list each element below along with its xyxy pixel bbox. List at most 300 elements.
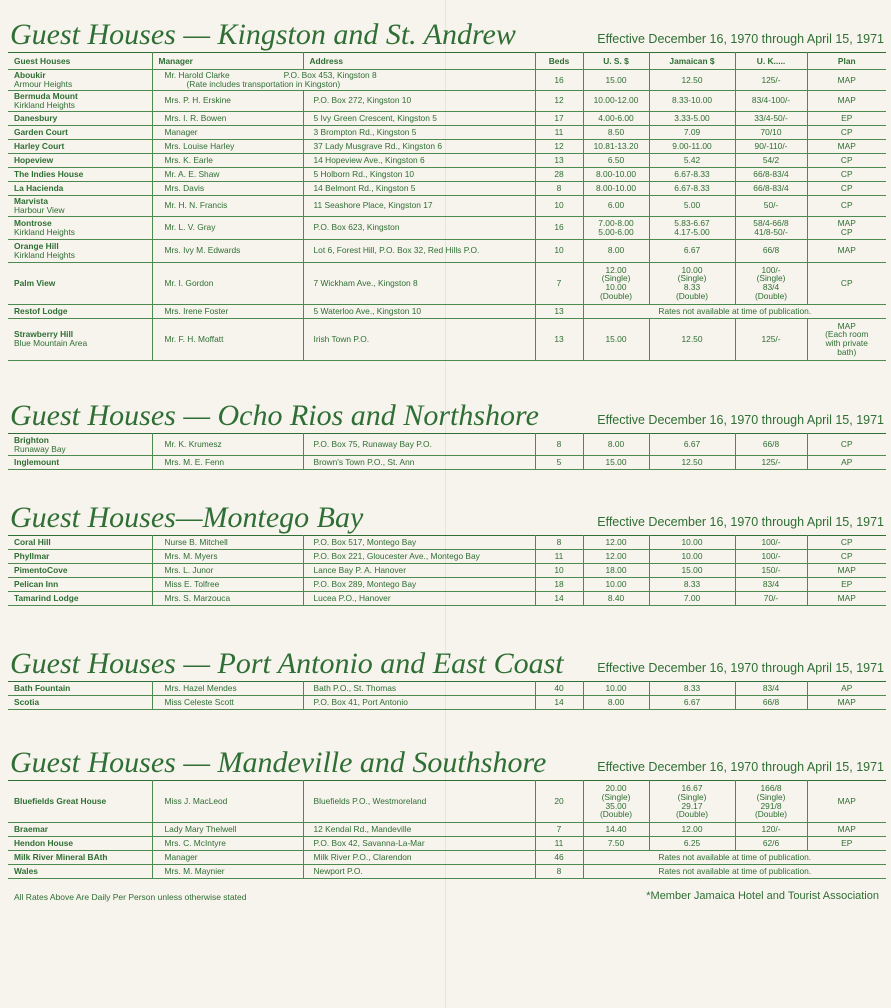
effective-dates: Effective December 16, 1970 through April 15, 1971 bbox=[597, 32, 884, 46]
manager: Mrs. K. Earle bbox=[152, 153, 303, 167]
effective-dates: Effective December 16, 1970 through April 15, 1971 bbox=[597, 413, 884, 427]
address: 14 Hopeview Ave., Kingston 6 bbox=[303, 153, 535, 167]
meal-plan: CP bbox=[807, 536, 886, 550]
address: 11 Seashore Place, Kingston 17 bbox=[303, 195, 535, 216]
manager: Mrs. Hazel Mendes bbox=[152, 682, 303, 696]
table-row bbox=[8, 262, 886, 304]
address: 5 Waterloo Ave., Kingston 10 bbox=[303, 304, 535, 318]
rate-us-dollars: 8.00 bbox=[583, 239, 649, 262]
rate-jamaican-dollars: 10.00 bbox=[649, 550, 735, 564]
beds: 40 bbox=[535, 682, 583, 696]
manager: Mrs. Irene Foster bbox=[152, 304, 303, 318]
guest-house-name: Harley Court bbox=[14, 140, 65, 151]
meal-plan: CP bbox=[807, 434, 886, 456]
rate-uk: 70/- bbox=[735, 592, 807, 606]
rate-note: (Rate includes transportation in Kingston) bbox=[186, 79, 341, 89]
rates-table bbox=[8, 535, 886, 606]
guest-house-name: Orange Hill bbox=[14, 240, 59, 251]
rate-jamaican-dollars: 5.83-6.67 4.17-5.00 bbox=[649, 216, 735, 239]
beds: 11 bbox=[535, 550, 583, 564]
rate-jamaican-dollars: 7.00 bbox=[649, 592, 735, 606]
guest-house-name-cell bbox=[8, 456, 152, 470]
manager: Mrs. Louise Harley bbox=[152, 139, 303, 153]
rate-uk: 50/- bbox=[735, 195, 807, 216]
address: P.O. Box 517, Montego Bay bbox=[303, 536, 535, 550]
table-row bbox=[8, 536, 886, 550]
table-row bbox=[8, 592, 886, 606]
table-row bbox=[8, 304, 886, 318]
guest-house-name-cell bbox=[8, 592, 152, 606]
manager-address-cell bbox=[152, 70, 535, 91]
manager: Mr. H. N. Francis bbox=[152, 195, 303, 216]
column-header-row bbox=[8, 53, 886, 70]
table-row bbox=[8, 550, 886, 564]
rate-uk: 66/8-83/4 bbox=[735, 167, 807, 181]
address: 3 Brompton Rd., Kingston 5 bbox=[303, 125, 535, 139]
beds: 28 bbox=[535, 167, 583, 181]
rate-us-dollars: 7.00-8.00 5.00-6.00 bbox=[583, 216, 649, 239]
section-guest-houses-montego-bay bbox=[8, 495, 886, 606]
address: Newport P.O. bbox=[303, 865, 535, 879]
meal-plan: MAP bbox=[807, 239, 886, 262]
beds: 5 bbox=[535, 456, 583, 470]
address: Lot 6, Forest Hill, P.O. Box 32, Red Hills P.O. bbox=[303, 239, 535, 262]
meal-plan: CP bbox=[807, 262, 886, 304]
beds: 20 bbox=[535, 781, 583, 823]
rate-us-dollars: 6.00 bbox=[583, 195, 649, 216]
meal-plan: AP bbox=[807, 682, 886, 696]
table-row bbox=[8, 181, 886, 195]
rate-uk: 120/- bbox=[735, 823, 807, 837]
rate-jamaican-dollars: 8.33-10.00 bbox=[649, 91, 735, 112]
manager: Miss J. MacLeod bbox=[152, 781, 303, 823]
meal-plan: CP bbox=[807, 153, 886, 167]
meal-plan: EP bbox=[807, 578, 886, 592]
guest-house-name: The Indies House bbox=[14, 168, 84, 179]
rate-uk: 66/8 bbox=[735, 239, 807, 262]
table-row bbox=[8, 564, 886, 578]
meal-plan: EP bbox=[807, 837, 886, 851]
guest-house-name: Wales bbox=[14, 866, 38, 877]
guest-house-name-cell bbox=[8, 564, 152, 578]
guest-house-name: Braemar bbox=[14, 824, 48, 835]
guest-house-name: Palm View bbox=[14, 277, 56, 288]
meal-plan: MAP bbox=[807, 70, 886, 91]
column-header-uk: U. K..... bbox=[735, 53, 807, 70]
guest-house-name-cell bbox=[8, 536, 152, 550]
manager: Mr. A. E. Shaw bbox=[152, 167, 303, 181]
beds: 16 bbox=[535, 70, 583, 91]
beds: 17 bbox=[535, 111, 583, 125]
rate-us-dollars: 8.50 bbox=[583, 125, 649, 139]
rate-jamaican-dollars: 12.50 bbox=[649, 456, 735, 470]
address: 37 Lady Musgrave Rd., Kingston 6 bbox=[303, 139, 535, 153]
effective-dates: Effective December 16, 1970 through April 15, 1971 bbox=[597, 515, 884, 529]
guest-house-name: Aboukir bbox=[14, 70, 46, 81]
rate-jamaican-dollars: 5.00 bbox=[649, 195, 735, 216]
rate-uk: 66/8 bbox=[735, 434, 807, 456]
guest-house-name: Restof Lodge bbox=[14, 305, 68, 316]
guest-house-name-cell bbox=[8, 682, 152, 696]
beds: 11 bbox=[535, 125, 583, 139]
rate-jamaican-dollars: 6.67 bbox=[649, 239, 735, 262]
rate-uk: 70/10 bbox=[735, 125, 807, 139]
address: 12 Kendal Rd., Mandeville bbox=[303, 823, 535, 837]
section-header bbox=[8, 393, 886, 433]
section-guest-houses-port-antonio-and-east-coast bbox=[8, 641, 886, 710]
meal-plan: MAP bbox=[807, 781, 886, 823]
meal-plan: MAP bbox=[807, 823, 886, 837]
column-header-beds: Beds bbox=[535, 53, 583, 70]
column-header-manager: Manager bbox=[152, 53, 303, 70]
meal-plan: AP bbox=[807, 456, 886, 470]
meal-plan: CP bbox=[807, 125, 886, 139]
rate-us-dollars: 10.81-13.20 bbox=[583, 139, 649, 153]
address: P.O. Box 272, Kingston 10 bbox=[303, 91, 535, 112]
meal-plan: CP bbox=[807, 195, 886, 216]
guest-house-name-cell bbox=[8, 153, 152, 167]
guest-house-name-cell bbox=[8, 216, 152, 239]
rates-table bbox=[8, 433, 886, 470]
rate-uk: 100/- (Single) 83/4 (Double) bbox=[735, 262, 807, 304]
rate-jamaican-dollars: 3.33-5.00 bbox=[649, 111, 735, 125]
manager: Mr. K. Krumesz bbox=[152, 434, 303, 456]
beds: 14 bbox=[535, 592, 583, 606]
rates-table bbox=[8, 780, 886, 879]
guest-house-name: PimentoCove bbox=[14, 565, 68, 576]
rate-jamaican-dollars: 15.00 bbox=[649, 564, 735, 578]
address: P.O. Box 221, Gloucester Ave., Montego Bay bbox=[303, 550, 535, 564]
guest-house-name-cell bbox=[8, 125, 152, 139]
address: Bath P.O., St. Thomas bbox=[303, 682, 535, 696]
guest-house-name-cell bbox=[8, 865, 152, 879]
manager: Mr. F. H. Moffatt bbox=[152, 318, 303, 360]
address: P.O. Box 41, Port Antonio bbox=[303, 696, 535, 710]
rate-us-dollars: 15.00 bbox=[583, 318, 649, 360]
rate-jamaican-dollars: 6.67-8.33 bbox=[649, 181, 735, 195]
guest-house-name-cell bbox=[8, 851, 152, 865]
manager: Mr. L. V. Gray bbox=[152, 216, 303, 239]
column-header-us: U. S. $ bbox=[583, 53, 649, 70]
beds: 13 bbox=[535, 153, 583, 167]
table-row bbox=[8, 696, 886, 710]
beds: 10 bbox=[535, 564, 583, 578]
rate-uk: 58/4-66/8 41/8-50/- bbox=[735, 216, 807, 239]
rate-us-dollars: 7.50 bbox=[583, 837, 649, 851]
manager: Mrs. I. R. Bowen bbox=[152, 111, 303, 125]
guest-house-name: Scotia bbox=[14, 697, 40, 708]
table-row bbox=[8, 70, 886, 91]
rate-uk: 125/- bbox=[735, 70, 807, 91]
manager: Nurse B. Mitchell bbox=[152, 536, 303, 550]
table-row bbox=[8, 851, 886, 865]
address: 14 Belmont Rd., Kingston 5 bbox=[303, 181, 535, 195]
association-footnote: *Member Jamaica Hotel and Tourist Association bbox=[646, 890, 879, 902]
rate-us-dollars: 12.00 bbox=[583, 536, 649, 550]
rate-uk: 83/4 bbox=[735, 578, 807, 592]
meal-plan: MAP bbox=[807, 696, 886, 710]
guest-house-name-cell bbox=[8, 70, 152, 91]
table-row bbox=[8, 195, 886, 216]
table-row bbox=[8, 125, 886, 139]
section-header bbox=[8, 641, 886, 681]
rate-us-dollars: 6.50 bbox=[583, 153, 649, 167]
address: Milk River P.O., Clarendon bbox=[303, 851, 535, 865]
rate-us-dollars: 10.00 bbox=[583, 578, 649, 592]
rates-unavailable: Rates not available at time of publication. bbox=[583, 865, 886, 879]
table-row bbox=[8, 318, 886, 360]
guest-house-name-cell bbox=[8, 823, 152, 837]
column-header-ja: Jamaican $ bbox=[649, 53, 735, 70]
beds: 12 bbox=[535, 139, 583, 153]
guest-house-name-cell bbox=[8, 91, 152, 112]
column-header-name: Guest Houses bbox=[8, 53, 152, 70]
rate-uk: 166/8 (Single) 291/8 (Double) bbox=[735, 781, 807, 823]
guest-house-name: Danesbury bbox=[14, 112, 58, 123]
beds: 7 bbox=[535, 823, 583, 837]
rate-us-dollars: 8.00 bbox=[583, 434, 649, 456]
section-title: Guest Houses — Port Antonio and East Coast bbox=[10, 647, 564, 680]
guest-house-location: Kirkland Heights bbox=[14, 226, 75, 237]
rate-jamaican-dollars: 7.09 bbox=[649, 125, 735, 139]
address: 5 Ivy Green Crescent, Kingston 5 bbox=[303, 111, 535, 125]
table-row bbox=[8, 216, 886, 239]
guest-house-name-cell bbox=[8, 111, 152, 125]
address: Brown's Town P.O., St. Ann bbox=[303, 456, 535, 470]
guest-house-name-cell bbox=[8, 696, 152, 710]
rate-jamaican-dollars: 6.67 bbox=[649, 696, 735, 710]
guest-house-name-cell bbox=[8, 262, 152, 304]
rate-us-dollars: 14.40 bbox=[583, 823, 649, 837]
section-title: Guest Houses—Montego Bay bbox=[10, 501, 364, 534]
beds: 11 bbox=[535, 837, 583, 851]
beds: 14 bbox=[535, 696, 583, 710]
meal-plan: EP bbox=[807, 111, 886, 125]
guest-house-name-cell bbox=[8, 578, 152, 592]
guest-house-name: Coral Hill bbox=[14, 537, 51, 548]
table-row bbox=[8, 139, 886, 153]
beds: 7 bbox=[535, 262, 583, 304]
beds: 8 bbox=[535, 434, 583, 456]
table-row bbox=[8, 434, 886, 456]
guest-house-name: Hopeview bbox=[14, 154, 54, 165]
manager: Lady Mary Thelwell bbox=[152, 823, 303, 837]
address: Lance Bay P. A. Hanover bbox=[303, 564, 535, 578]
address: P.O. Box 289, Montego Bay bbox=[303, 578, 535, 592]
address: Lucea P.O., Hanover bbox=[303, 592, 535, 606]
guest-house-name-cell bbox=[8, 304, 152, 318]
table-row bbox=[8, 837, 886, 851]
rate-us-dollars: 20.00 (Single) 35.00 (Double) bbox=[583, 781, 649, 823]
rates-unavailable: Rates not available at time of publication. bbox=[583, 851, 886, 865]
guest-house-name-cell bbox=[8, 167, 152, 181]
table-row bbox=[8, 456, 886, 470]
rate-uk: 54/2 bbox=[735, 153, 807, 167]
manager: Mrs. Davis bbox=[152, 181, 303, 195]
rate-uk: 90/-110/- bbox=[735, 139, 807, 153]
guest-house-name-cell bbox=[8, 139, 152, 153]
manager: Miss Celeste Scott bbox=[152, 696, 303, 710]
address: P.O. Box 42, Savanna-La-Mar bbox=[303, 837, 535, 851]
rate-uk: 83/4-100/- bbox=[735, 91, 807, 112]
manager: Mr. I. Gordon bbox=[152, 262, 303, 304]
rates-footnote: All Rates Above Are Daily Per Person unless otherwise stated bbox=[14, 892, 247, 902]
meal-plan: MAP bbox=[807, 139, 886, 153]
rate-jamaican-dollars: 12.50 bbox=[649, 70, 735, 91]
guest-house-name: Strawberry Hill bbox=[14, 329, 74, 340]
rate-uk: 150/- bbox=[735, 564, 807, 578]
guest-house-location: Runaway Bay bbox=[14, 443, 66, 454]
guest-house-name: Marvista bbox=[14, 195, 48, 206]
manager: Mrs. Ivy M. Edwards bbox=[152, 239, 303, 262]
guest-house-location: Blue Mountain Area bbox=[14, 338, 88, 349]
address: Irish Town P.O. bbox=[303, 318, 535, 360]
meal-plan: CP bbox=[807, 167, 886, 181]
beds: 8 bbox=[535, 536, 583, 550]
rate-us-dollars: 15.00 bbox=[583, 456, 649, 470]
manager: Manager bbox=[152, 125, 303, 139]
rate-jamaican-dollars: 8.33 bbox=[649, 682, 735, 696]
beds: 12 bbox=[535, 91, 583, 112]
table-row bbox=[8, 153, 886, 167]
address: 5 Holborn Rd., Kingston 10 bbox=[303, 167, 535, 181]
rate-us-dollars: 18.00 bbox=[583, 564, 649, 578]
table-row bbox=[8, 91, 886, 112]
address: 7 Wickham Ave., Kingston 8 bbox=[303, 262, 535, 304]
beds: 13 bbox=[535, 318, 583, 360]
beds: 10 bbox=[535, 195, 583, 216]
manager: Mrs. M. E. Fenn bbox=[152, 456, 303, 470]
rate-uk: 62/6 bbox=[735, 837, 807, 851]
rate-jamaican-dollars: 9.00-11.00 bbox=[649, 139, 735, 153]
address: P.O. Box 623, Kingston bbox=[303, 216, 535, 239]
guest-house-location: Kirkland Heights bbox=[14, 249, 75, 260]
beds: 16 bbox=[535, 216, 583, 239]
rate-us-dollars: 8.00-10.00 bbox=[583, 181, 649, 195]
guest-house-name: Milk River Mineral BAth bbox=[14, 852, 108, 863]
meal-plan: MAP (Each room with private bath) bbox=[807, 318, 886, 360]
rate-us-dollars: 4.00-6.00 bbox=[583, 111, 649, 125]
rate-us-dollars: 8.00 bbox=[583, 696, 649, 710]
guest-house-name: Brighton bbox=[14, 434, 49, 445]
manager: Mrs. L. Junor bbox=[152, 564, 303, 578]
rate-jamaican-dollars: 10.00 (Single) 8.33 (Double) bbox=[649, 262, 735, 304]
rates-unavailable: Rates not available at time of publication. bbox=[583, 304, 886, 318]
meal-plan: CP bbox=[807, 181, 886, 195]
rate-jamaican-dollars: 6.67-8.33 bbox=[649, 167, 735, 181]
manager: Mrs. M. Myers bbox=[152, 550, 303, 564]
rate-us-dollars: 12.00 bbox=[583, 550, 649, 564]
table-row bbox=[8, 578, 886, 592]
meal-plan: CP bbox=[807, 550, 886, 564]
address: Bluefields P.O., Westmoreland bbox=[303, 781, 535, 823]
section-guest-houses-kingston-and-st-andrew bbox=[8, 12, 886, 361]
manager: Miss E. Tolfree bbox=[152, 578, 303, 592]
rates-table bbox=[8, 52, 886, 361]
effective-dates: Effective December 16, 1970 through April 15, 1971 bbox=[597, 760, 884, 774]
guest-house-name-cell bbox=[8, 550, 152, 564]
rate-uk: 66/8-83/4 bbox=[735, 181, 807, 195]
guest-house-name: Tamarind Lodge bbox=[14, 593, 79, 604]
rate-jamaican-dollars: 8.33 bbox=[649, 578, 735, 592]
effective-dates: Effective December 16, 1970 through April 15, 1971 bbox=[597, 661, 884, 675]
column-header-address: Address bbox=[303, 53, 535, 70]
guest-house-name-cell bbox=[8, 195, 152, 216]
guest-house-name-cell bbox=[8, 781, 152, 823]
rate-us-dollars: 12.00 (Single) 10.00 (Double) bbox=[583, 262, 649, 304]
manager: Manager bbox=[152, 851, 303, 865]
manager: Mrs. C. McIntyre bbox=[152, 837, 303, 851]
section-header bbox=[8, 740, 886, 780]
rate-jamaican-dollars: 5.42 bbox=[649, 153, 735, 167]
guest-house-name: La Hacienda bbox=[14, 182, 64, 193]
rate-jamaican-dollars: 12.50 bbox=[649, 318, 735, 360]
section-header bbox=[8, 12, 886, 52]
guest-house-name-cell bbox=[8, 434, 152, 456]
section-title: Guest Houses — Ocho Rios and Northshore bbox=[10, 399, 539, 432]
rate-us-dollars: 8.40 bbox=[583, 592, 649, 606]
rate-us-dollars: 10.00-12.00 bbox=[583, 91, 649, 112]
manager: Mr. Harold Clarke bbox=[164, 70, 230, 81]
table-row bbox=[8, 167, 886, 181]
section-header bbox=[8, 495, 886, 535]
guest-house-location: Armour Heights bbox=[14, 79, 73, 89]
meal-plan: MAP CP bbox=[807, 216, 886, 239]
guest-house-name-cell bbox=[8, 318, 152, 360]
guest-house-name: Hendon House bbox=[14, 838, 74, 849]
rate-uk: 100/- bbox=[735, 536, 807, 550]
guest-house-name-cell bbox=[8, 837, 152, 851]
guest-house-name: Bermuda Mount bbox=[14, 91, 78, 101]
beds: 18 bbox=[535, 578, 583, 592]
beds: 13 bbox=[535, 304, 583, 318]
meal-plan: MAP bbox=[807, 592, 886, 606]
rate-uk: 83/4 bbox=[735, 682, 807, 696]
section-title: Guest Houses — Kingston and St. Andrew bbox=[10, 18, 516, 51]
guest-house-name-cell bbox=[8, 239, 152, 262]
beds: 8 bbox=[535, 865, 583, 879]
section-guest-houses-mandeville-and-southshore bbox=[8, 740, 886, 879]
rate-uk: 100/- bbox=[735, 550, 807, 564]
rate-jamaican-dollars: 12.00 bbox=[649, 823, 735, 837]
rate-uk: 66/8 bbox=[735, 696, 807, 710]
guest-house-name: Inglemount bbox=[14, 457, 60, 468]
meal-plan: MAP bbox=[807, 91, 886, 112]
manager: Mrs. M. Maynier bbox=[152, 865, 303, 879]
beds: 10 bbox=[535, 239, 583, 262]
rate-jamaican-dollars: 6.67 bbox=[649, 434, 735, 456]
column-header-plan: Plan bbox=[807, 53, 886, 70]
section-title: Guest Houses — Mandeville and Southshore bbox=[10, 746, 547, 779]
beds: 8 bbox=[535, 181, 583, 195]
manager: Mrs. S. Marzouca bbox=[152, 592, 303, 606]
meal-plan: MAP bbox=[807, 564, 886, 578]
table-row bbox=[8, 781, 886, 823]
rate-jamaican-dollars: 10.00 bbox=[649, 536, 735, 550]
address: P.O. Box 75, Runaway Bay P.O. bbox=[303, 434, 535, 456]
rate-us-dollars: 15.00 bbox=[583, 70, 649, 91]
table-row bbox=[8, 239, 886, 262]
guest-house-name: Bluefields Great House bbox=[14, 796, 107, 807]
rate-uk: 125/- bbox=[735, 456, 807, 470]
rates-table bbox=[8, 681, 886, 710]
guest-house-name: Pelican Inn bbox=[14, 579, 59, 590]
guest-house-name: Bath Fountain bbox=[14, 683, 71, 694]
guest-house-name-cell bbox=[8, 181, 152, 195]
rate-uk: 33/4-50/- bbox=[735, 111, 807, 125]
beds: 46 bbox=[535, 851, 583, 865]
guest-house-location: Kirkland Heights bbox=[14, 99, 75, 110]
